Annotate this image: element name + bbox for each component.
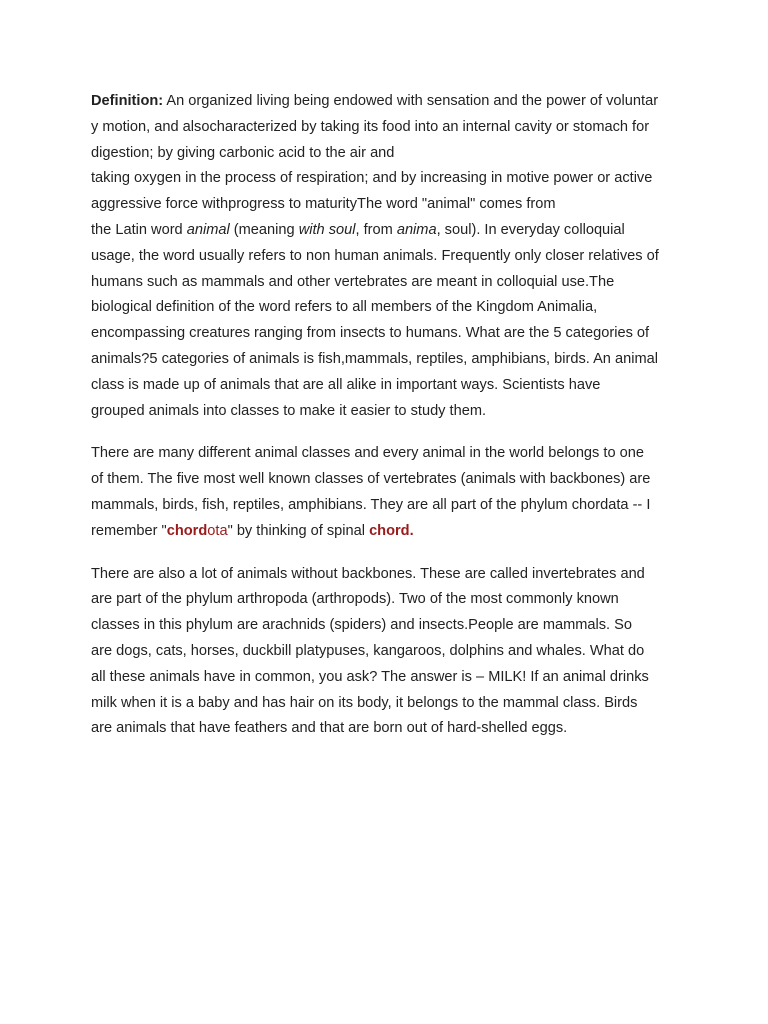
highlight-ota: ota	[207, 522, 228, 539]
text-line: remember "chordota" by thinking of spinal chord.	[91, 522, 414, 539]
text-line: aggressive force withprogress to maturityThe word "animal" comes from	[91, 196, 556, 213]
text-line: There are also a lot of animals without backbones. These are called invertebrates and	[91, 565, 645, 582]
paragraph-definition	[91, 89, 691, 424]
text-line: are part of the phylum arthropoda (arthropods). Two of the most commonly known	[91, 591, 619, 608]
text-line: digestion; by giving carbonic acid to the air and	[91, 144, 395, 161]
paragraph-invertebrates	[91, 562, 691, 743]
text-line: all these animals have in common, you ask? The answer is – MILK! If an animal drinks	[91, 668, 649, 685]
text-line: milk when it is a baby and has hair on its body, it belongs to the mammal class. Birds	[91, 694, 638, 711]
text-line: encompassing creatures ranging from insects to humans. What are the 5 categories of	[91, 325, 650, 342]
text-line: class is made up of animals that are all alike in important ways. Scientists have	[91, 376, 601, 393]
highlight-chord-end: chord.	[369, 522, 414, 539]
definition-label: Definition:	[91, 93, 164, 109]
paragraph-gap	[91, 424, 691, 441]
text-line: mammals, birds, fish, reptiles, amphibians. They are all part of the phylum chordata -- I	[91, 496, 651, 513]
text-line: of them. The five most well known classes of vertebrates (animals with backbones) are	[91, 471, 651, 488]
paragraph-gap	[91, 545, 691, 562]
text-line: classes in this phylum are arachnids (spiders) and insects.People are mammals. So	[91, 617, 633, 634]
text-line: taking oxygen in the process of respiration; and by increasing in motive power or active	[91, 170, 653, 187]
paragraph-classes	[91, 441, 691, 544]
document-body	[91, 89, 691, 742]
text-line: biological definition of the word refers to all members of the Kingdom Animalia,	[91, 299, 598, 316]
highlight-chord: chord	[166, 522, 208, 539]
text-line: grouped animals into classes to make it easier to study them.	[91, 402, 487, 419]
text-line: Definition: An organized living being endowed with sensation and the power of voluntar	[91, 93, 659, 109]
italic-animal: animal	[186, 221, 230, 238]
text-line: animals?5 categories of animals is fish,mammals, reptiles, amphibians, birds. An animal	[91, 350, 658, 367]
text-line: y motion, and alsocharacterized by taking its food into an internal cavity or stomach for	[91, 118, 650, 135]
text-line: are dogs, cats, horses, duckbill platypuses, kangaroos, dolphins and whales. What do	[91, 642, 645, 659]
italic-with-soul: with soul	[298, 221, 356, 238]
text-line: humans such as mammals and other vertebrates are meant in colloquial use.The	[91, 273, 615, 290]
text-line: There are many different animal classes and every animal in the world belongs to one	[91, 445, 644, 462]
text-line: usage, the word usually refers to non human animals. Frequently only closer relatives of	[91, 247, 659, 264]
italic-anima: anima	[396, 221, 437, 238]
text-line: are animals that have feathers and that are born out of hard-shelled eggs.	[91, 720, 568, 737]
text-line: the Latin word animal (meaning with soul, from anima, soul). In everyday colloquial	[91, 221, 625, 238]
